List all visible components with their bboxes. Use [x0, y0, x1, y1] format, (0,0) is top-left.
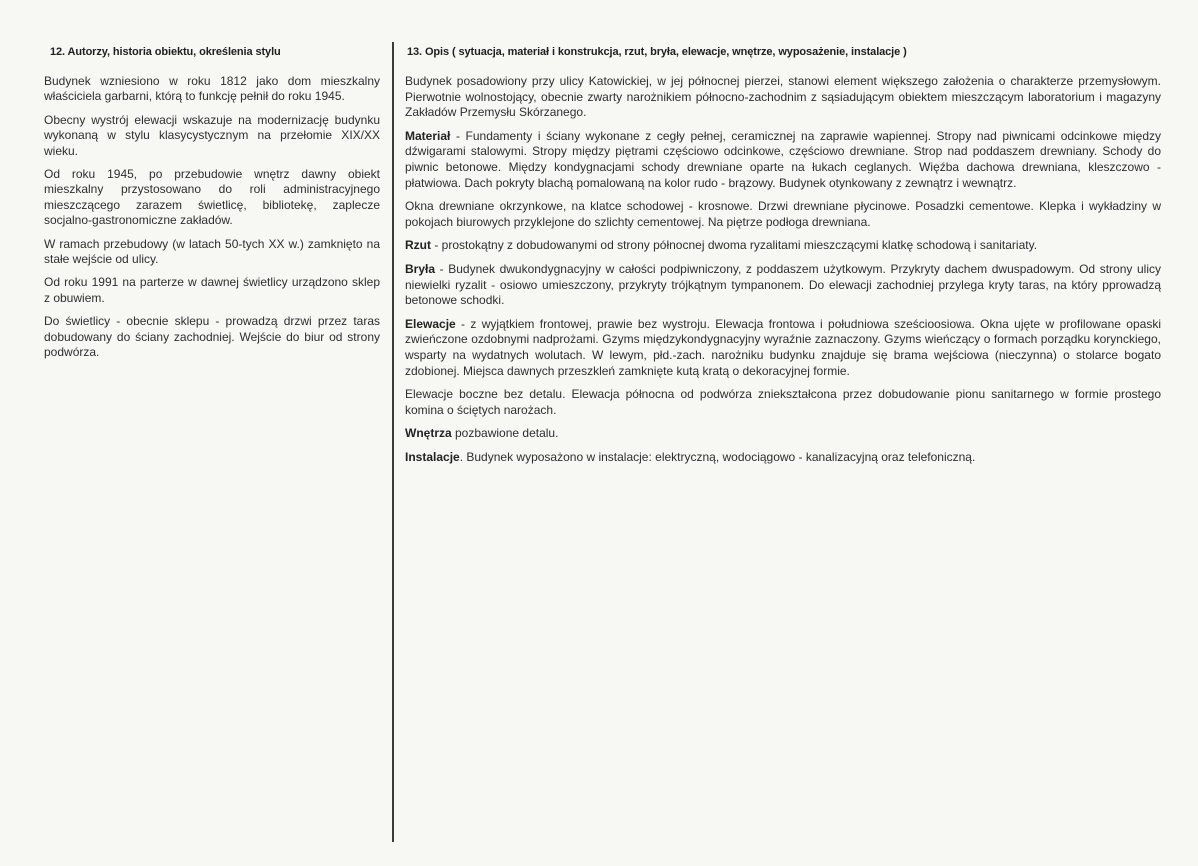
- elewacje-label: Elewacje: [405, 316, 456, 331]
- history-heading: 12. Autorzy, historia obiektu, określenia stylu: [50, 46, 281, 58]
- bryla-text: - Budynek dwukondygnacyjny w całości podpiwniczony, z poddaszem użytkowym. Przykryty dachem dwuspadowym. Od strony ulicy niewielki ryzalit - osiowo umieszczony, przykryty trójkątnym tympanonem. Do elewacji zachodniej przylega kryty taras, na który pprowadzą betonowe schodki.: [405, 261, 1161, 308]
- interiors-paragraph: [405, 426, 1161, 442]
- side-elevations-paragraph: Elewacje boczne bez detalu. Elewacja północna od podwórza zniekształcona przez dobudowanie pionu sanitarnego w formie prostego komina o ściętych narożach.: [405, 387, 1161, 417]
- material-paragraph: [405, 129, 1161, 191]
- interiors-label: Wnętrza: [405, 426, 452, 441]
- elewacje-paragraph: [405, 317, 1161, 379]
- intro-paragraph: Budynek posadowiony przy ulicy Katowickiej, w jej północnej pierzei, stanowi element większego założenia o charakterze przemysłowym. Pierwotnie wolnostojący, obecnie zwarty narożnikiem północno-zachodnim z sąsiadującym obiektem mieszczącym laboratorium i magazyny Zakładów Przemysłu Skórzanego.: [405, 74, 1161, 120]
- history-paragraph: Budynek wzniesiono w roku 1812 jako dom mieszkalny właściciela garbarni, którą to funkcję pełnił do roku 1945.: [44, 74, 380, 104]
- windows-paragraph: Okna drewniane okrzynkowe, na klatce schodowej - krosnowe. Drzwi drewniane płycinowe. Posadzki cementowe. Klepka i wykładziny w pokojach biurowych przyklejone do szlichty cementowej. Na piętrze podłoga drewniana.: [405, 199, 1161, 229]
- history-paragraph: Obecny wystrój elewacji wskazuje na modernizację budynku wykonaną w stylu klasycystycznym na przełomie XIX/XX wieku.: [44, 112, 380, 158]
- history-paragraph: Do świetlicy - obecnie sklepu - prowadzą drzwi przez taras dobudowany do ściany zachodniej. Wejście do biur od strony podwórza.: [44, 314, 380, 360]
- history-paragraph: W ramach przebudowy (w latach 50-tych XX w.) zamknięto na stałe wejście od ulicy.: [44, 236, 380, 267]
- history-paragraph: Od roku 1945, po przebudowie wnętrz dawny obiekt mieszkalny przystosowano do roli administracyjnego mieszczącego zarazem świetlicę, bibliotekę, zaplecze socjalno-gastronomiczne zakładów.: [44, 167, 380, 228]
- elewacje-text: - z wyjątkiem frontowej, prawie bez wystroju. Elewacja frontowa i południowa sześcioosiowa. Okna ujęte w profilowane opaski zwieńczone ozdobnymi nadprożami. Gzyms międzykondygnacyjny wyraźnie zaznaczony. Gzyms wieńczący o formach porządku korynckiego, wsparty na wydatnych wolutach. W lewym, płd.-zach. narożniku budynku znajduje się brama wejściowa (nieczynna) o stolarce bogato zdobionej. Miejsca dawnych przeszkleń zamknięte kutą kratą o dekoracyjnej formie.: [405, 316, 1161, 378]
- installations-text: . Budynek wyposażono w instalacje: elektryczną, wodociągowo - kanalizacyjną oraz telefoniczną.: [459, 449, 976, 464]
- material-label: Materiał: [405, 128, 451, 143]
- rzut-label: Rzut: [405, 238, 431, 253]
- bryla-paragraph: [405, 262, 1161, 309]
- installations-label: Instalacje: [405, 449, 460, 464]
- rzut-paragraph: [405, 238, 1161, 254]
- bryla-label: Bryła: [405, 261, 436, 276]
- material-text: - Fundamenty i ściany wykonane z cegły pełnej, ceramicznej na zaprawie wapiennej. Stropy nad piwnicami odcinkowe między dźwigarami stalowymi. Stropy między piętrami częściowo odcinkowe, częściowo drewniane. Strop nad poddaszem drewniany. Schody do piwnic betonowe. Między kondygnacjami schody drewniane oparte na łukach ceglanych. Więźba dachowa drewniana, kleszczowo - płatwiowa. Dach pokryty blachą pomalowaną na kolor rudo - brązowy. Budynek otynkowany z zewnątrz i wewnątrz.: [405, 128, 1161, 190]
- interiors-text: pozbawione detalu.: [451, 426, 559, 441]
- column-divider: [392, 42, 394, 842]
- history-paragraph: Od roku 1991 na parterze w dawnej świetlicy urządzono sklep z obuwiem.: [44, 275, 380, 305]
- history-column: [44, 40, 380, 369]
- rzut-text: - prostokątny z dobudowanymi od strony północnej dwoma ryzalitami mieszczącymi klatkę schodową i sanitariaty.: [431, 238, 1038, 253]
- description-column: [405, 40, 1161, 473]
- installations-paragraph: [405, 450, 1161, 466]
- description-heading: 13. Opis ( sytuacja, materiał i konstrukcja, rzut, bryła, elewacje, wnętrze, wyposażenie, instalacje ): [407, 46, 907, 58]
